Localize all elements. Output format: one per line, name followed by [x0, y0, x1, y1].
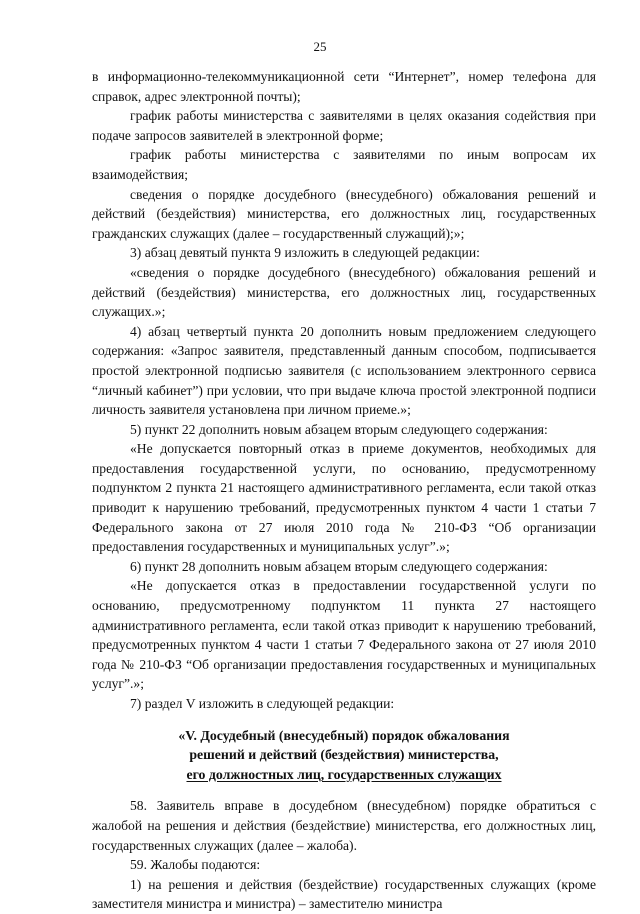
paragraphs-bottom: [92, 796, 596, 914]
paragraph: «Не допускается повторный отказ в приеме документов, необходимых для предоставления государственной услуги, по основанию, предусмотренному подпунктом 2 пункта 21 настоящего административного регламента, если такой отказ приводит к нарушению требований, предусмотренных пунктом 4 части 1 статьи 7 Федерального закона от 27 июля 2010 года № 210-ФЗ “Об организации предоставления государственных и муниципальных услуг”.»;: [92, 441, 596, 555]
paragraph: график работы министерства с заявителями в целях оказания содействия при подаче запросов заявителей в электронной форме;: [92, 108, 596, 143]
document-body: [92, 67, 596, 914]
paragraph: 5) пункт 22 дополнить новым абзацем вторым следующего содержания:: [130, 421, 548, 437]
section-heading-line-2: решений и действий (бездействия) министерства,: [189, 747, 499, 763]
page-number: 25: [313, 39, 327, 54]
paragraph: 4) абзац четвертый пункта 20 дополнить новым предложением следующего содержания: «Запрос заявителя, представленный данным способом, подписывается простой электронной подписью заявителя (с использованием электронного сервиса “личный кабинет”) при условии, что при выдаче ключа простой электронной подписи личность заявителя установлена при личном приеме.»;: [92, 323, 596, 418]
paragraphs-top: [92, 67, 596, 714]
paragraph: график работы министерства с заявителями по иным вопросам их взаимодействия;: [92, 147, 596, 182]
section-heading-line-1: «V. Досудебный (внесудебный) порядок обжалования: [178, 727, 510, 743]
section-heading: [92, 726, 596, 785]
paragraph: 58. Заявитель вправе в досудебном (внесудебном) порядке обратиться с жалобой на решения и действия (бездействие) министерства, его должностных лиц, государственных служащих (далее – жалоба).: [92, 798, 596, 853]
paragraph: 3) абзац девятый пункта 9 изложить в следующей редакции:: [130, 245, 480, 261]
paragraph: 6) пункт 28 дополнить новым абзацем вторым следующего содержания:: [130, 558, 548, 574]
paragraph: 1) на решения и действия (бездействие) государственных служащих (кроме заместителя министра и министра) – заместителю министра: [92, 876, 596, 912]
paragraph: 59. Жалобы подаются:: [130, 857, 261, 873]
paragraph: сведения о порядке досудебного (внесудебного) обжалования решений и действий (бездействия) министерства, его должностных лиц, государственных гражданских служащих (далее – государственный служащий);»;: [92, 186, 596, 241]
paragraph: «Не допускается отказ в предоставлении государственной услуги по основанию, предусмотренному подпунктом 11 пункта 27 настоящего административного регламента, если такой отказ приводит к нарушению требований, предусмотренных пунктом 4 части 1 статьи 7 Федерального закона от 27 июля 2010 года № 210-ФЗ “Об организации предоставления государственных и муниципальных услуг”.»;: [92, 578, 596, 692]
section-heading-line-3: его должностных лиц, государственных служащих: [186, 766, 502, 782]
paragraph: в информационно-телекоммуникационной сети “Интернет”, номер телефона для справок, адрес электронной почты);: [92, 69, 596, 104]
paragraph: 7) раздел V изложить в следующей редакции:: [130, 696, 395, 711]
paragraph: «сведения о порядке досудебного (внесудебного) обжалования решений и действий (бездействия) министерства, его должностных лиц, государственных служащих.»;: [92, 264, 596, 320]
